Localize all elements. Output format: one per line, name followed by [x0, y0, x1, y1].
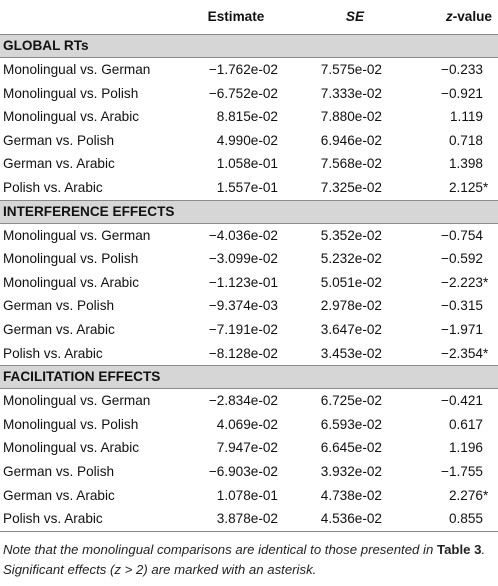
se-cell: 3.453e-02	[320, 345, 382, 361]
z-value-cell	[398, 152, 498, 176]
z-value-cell	[398, 294, 498, 318]
se-cell: 7.325e-02	[320, 179, 382, 195]
table-row	[0, 389, 498, 413]
header-row	[0, 0, 498, 35]
table-note	[3, 540, 495, 580]
z-value: 0.855	[448, 511, 483, 527]
se-cell: 7.880e-02	[320, 109, 382, 125]
z-value-cell	[398, 460, 498, 484]
z-value-cell	[398, 58, 498, 82]
estimate-cell: −4.036e-02	[208, 227, 278, 243]
table-row	[0, 484, 498, 508]
se-cell: 6.946e-02	[320, 132, 382, 148]
z-value: −2.354	[441, 345, 483, 361]
estimate-cell: −1.123e-01	[208, 274, 278, 290]
se-cell: 5.352e-02	[320, 227, 382, 243]
estimate-cell: 1.058e-01	[216, 156, 278, 172]
z-value-cell	[398, 129, 498, 153]
section-title: GLOBAL RTs	[0, 35, 498, 58]
table-row	[0, 271, 498, 295]
table-row	[0, 152, 498, 176]
z-value-cell	[398, 271, 498, 295]
significance-marker: *	[483, 179, 489, 195]
z-value-cell	[398, 436, 498, 460]
z-value: −0.592	[441, 251, 483, 267]
estimate-cell: −2.834e-02	[208, 393, 278, 409]
row-label: German vs. Arabic	[3, 487, 115, 503]
row-label: Polish vs. Arabic	[3, 345, 103, 361]
table-row	[0, 460, 498, 484]
estimate-cell: −3.099e-02	[208, 251, 278, 267]
row-label: Monolingual vs. Polish	[3, 251, 139, 267]
z-value: 1.398	[448, 156, 483, 172]
se-cell: 6.645e-02	[320, 440, 382, 456]
row-label: German vs. Polish	[3, 298, 115, 314]
z-value-cell	[398, 82, 498, 106]
row-label: Monolingual vs. German	[3, 393, 151, 409]
se-cell: 4.536e-02	[278, 507, 398, 531]
z-value: 1.119	[449, 109, 483, 125]
estimate-cell: −7.191e-02	[208, 321, 278, 337]
se-cell: 6.593e-02	[320, 416, 382, 432]
note-part1: Note that the monolingual comparisons are identical to those presented in	[3, 542, 434, 557]
header-z-suffix: -value	[452, 9, 492, 24]
header-z-prefix: z	[445, 9, 453, 24]
section-header-row	[0, 200, 498, 223]
row-label: German vs. Polish	[3, 132, 115, 148]
table-row	[0, 105, 498, 129]
table-row	[0, 318, 498, 342]
estimate-cell: 1.078e-01	[216, 487, 278, 503]
z-value-cell	[398, 342, 498, 366]
estimate-cell: 4.069e-02	[216, 416, 278, 432]
estimate-cell: 1.557e-01	[216, 179, 278, 195]
z-value: −1.971	[441, 321, 483, 337]
note-part2: . Significant effects (z > 2) are marked with an asterisk.	[3, 542, 486, 577]
table-row	[0, 507, 498, 531]
estimate-cell: 4.990e-02	[216, 132, 278, 148]
significance-marker: *	[483, 274, 489, 290]
z-value-cell	[398, 507, 498, 531]
z-value-cell	[398, 247, 498, 271]
row-label: Monolingual vs. Arabic	[3, 274, 140, 290]
row-label: Monolingual vs. Arabic	[3, 440, 140, 456]
se-cell: 3.647e-02	[320, 321, 382, 337]
table-row	[0, 223, 498, 247]
row-label: Monolingual vs. German	[3, 227, 151, 243]
z-value-cell	[398, 176, 498, 200]
z-value: 2.125	[448, 179, 483, 195]
estimate-cell: −9.374e-03	[208, 298, 278, 314]
section-title: INTERFERENCE EFFECTS	[0, 200, 498, 223]
se-cell: 7.575e-02	[320, 62, 382, 77]
section-title: FACILITATION EFFECTS	[0, 366, 498, 389]
se-cell: 5.051e-02	[320, 274, 382, 290]
section-header-row	[0, 35, 498, 58]
table-row	[0, 82, 498, 106]
row-label: Monolingual vs. German	[3, 62, 151, 77]
header-estimate: Estimate	[178, 0, 278, 35]
se-cell: 4.738e-02	[320, 487, 382, 503]
estimate-cell: 7.947e-02	[216, 440, 278, 456]
header-z-value	[398, 0, 498, 35]
z-value: 2.276	[448, 487, 483, 503]
row-label: German vs. Arabic	[3, 321, 115, 337]
row-label: Monolingual vs. Arabic	[3, 109, 140, 125]
se-cell: 7.568e-02	[320, 156, 382, 172]
table-row	[0, 247, 498, 271]
z-value: −0.315	[441, 298, 483, 314]
header-se: SE	[278, 0, 398, 35]
z-value-cell	[398, 318, 498, 342]
z-value-cell	[398, 389, 498, 413]
se-cell: 7.333e-02	[320, 85, 382, 101]
row-label: German vs. Polish	[3, 463, 115, 479]
table-row	[0, 436, 498, 460]
table-row	[0, 413, 498, 437]
se-cell: 6.725e-02	[320, 393, 382, 409]
se-cell: 5.232e-02	[320, 251, 382, 267]
z-value: 0.617	[448, 416, 483, 432]
z-value: 0.718	[448, 132, 483, 148]
z-value: −0.754	[441, 227, 483, 243]
section-header-row	[0, 366, 498, 389]
z-value-cell	[398, 413, 498, 437]
estimate-cell: −1.762e-02	[208, 62, 278, 77]
row-label: German vs. Arabic	[3, 156, 115, 172]
table-row	[0, 58, 498, 82]
row-label: Monolingual vs. Polish	[3, 416, 139, 432]
z-value: −2.223	[441, 274, 483, 290]
estimate-cell: 8.815e-02	[216, 109, 278, 125]
table-row	[0, 129, 498, 153]
z-value: −0.921	[441, 85, 483, 101]
z-value: −0.233	[441, 62, 483, 77]
estimate-cell: −8.128e-02	[208, 345, 278, 361]
header-label	[0, 0, 178, 35]
table-row	[0, 294, 498, 318]
table-row	[0, 342, 498, 366]
row-label: Monolingual vs. Polish	[3, 85, 139, 101]
row-label: Polish vs. Arabic	[0, 507, 178, 531]
row-label: Polish vs. Arabic	[3, 179, 103, 195]
z-value: 1.196	[448, 440, 483, 456]
estimate-cell: −6.903e-02	[208, 463, 278, 479]
z-value: −0.421	[441, 393, 483, 409]
table-body	[0, 35, 498, 532]
significance-marker: *	[483, 345, 489, 361]
z-value: −1.755	[441, 463, 483, 479]
estimate-cell: −6.752e-02	[208, 85, 278, 101]
z-value-cell	[398, 223, 498, 247]
se-cell: 2.978e-02	[320, 298, 382, 314]
table-row	[0, 176, 498, 200]
z-value-cell	[398, 484, 498, 508]
significance-marker: *	[483, 487, 489, 503]
estimate-cell: 3.878e-02	[178, 507, 278, 531]
note-table-ref: Table 3	[437, 542, 482, 557]
se-cell: 3.932e-02	[320, 463, 382, 479]
z-value-cell	[398, 105, 498, 129]
